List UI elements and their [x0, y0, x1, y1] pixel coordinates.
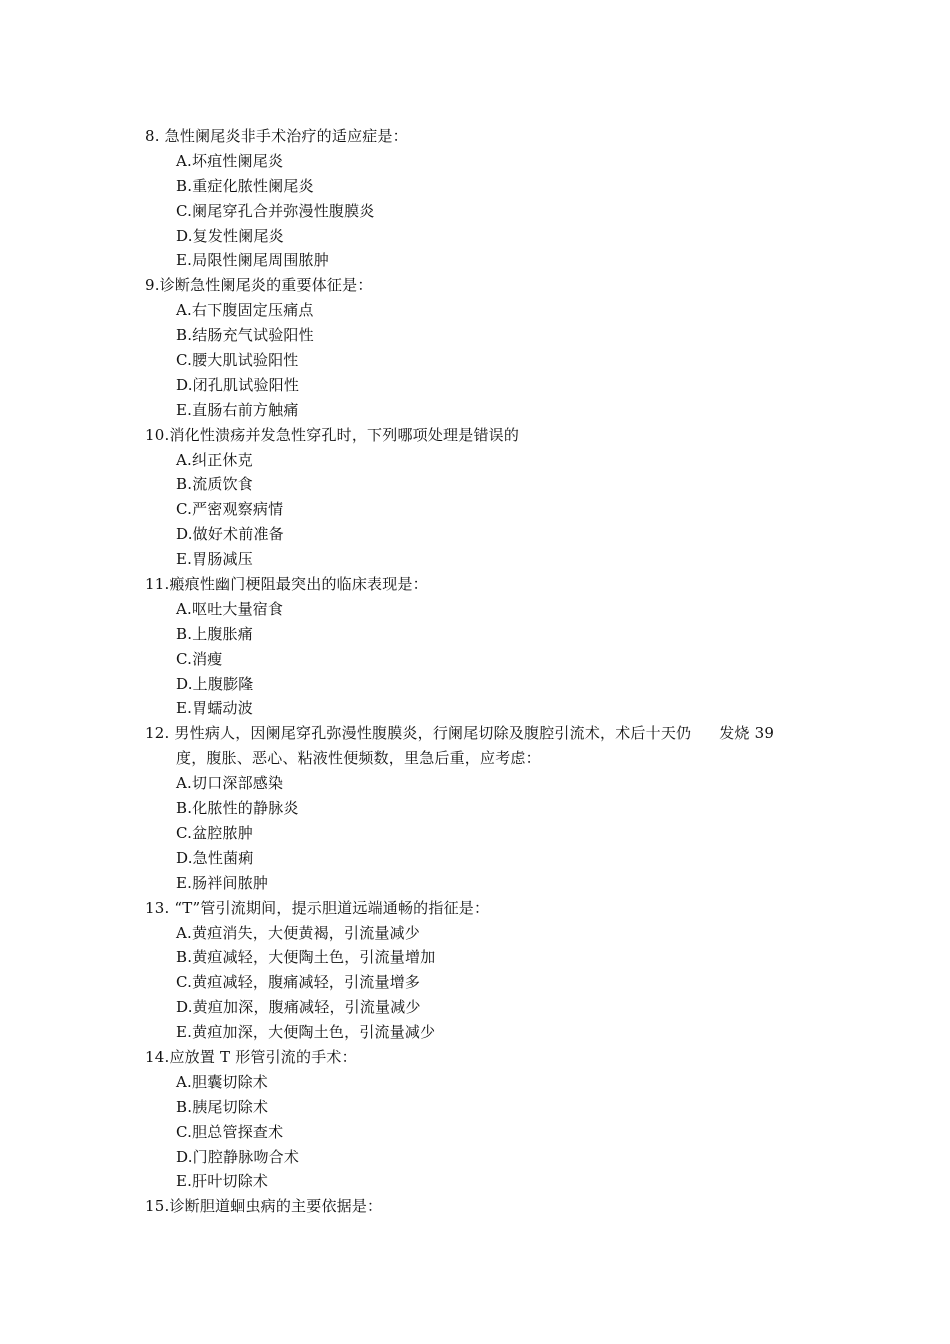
answer-option: D.黄疸加深，腹痛减轻，引流量减少: [176, 998, 421, 1017]
answer-option: D.急性菌痢: [176, 848, 254, 867]
answer-option: A.纠正休克: [176, 450, 253, 469]
answer-option: B.流质饮食: [176, 475, 253, 494]
answer-option: A.胆囊切除术: [176, 1072, 269, 1091]
answer-option: C.阑尾穿孔合并弥漫性腹膜炎: [176, 201, 375, 220]
answer-option: B.结肠充气试验阳性: [176, 326, 314, 345]
question-stem-line: [145, 721, 825, 746]
answer-option: E.胃肠减压: [176, 550, 253, 569]
question-stem: 9.诊断急性阑尾炎的重要体征是：: [145, 276, 373, 295]
answer-option: E.黄疸加深，大便陶土色，引流量减少: [176, 1023, 436, 1042]
answer-option: D.闭孔肌试验阳性: [176, 375, 300, 394]
answer-option: C.消瘦: [176, 649, 223, 668]
answer-option: B.化脓性的静脉炎: [176, 799, 299, 818]
answer-option: A.坏疽性阑尾炎: [176, 151, 284, 170]
answer-option: A.切口深部感染: [176, 774, 284, 793]
answer-option: B.上腹胀痛: [176, 624, 253, 643]
answer-option: D.上腹膨隆: [176, 674, 254, 693]
answer-option: A.黄疸消失，大便黄褐，引流量减少: [176, 923, 421, 942]
answer-option: A.呕吐大量宿食: [176, 599, 284, 618]
answer-option: E.肝叶切除术: [176, 1172, 269, 1191]
answer-option: C.盆腔脓肿: [176, 823, 253, 842]
answer-option: C.胆总管探查术: [176, 1122, 284, 1141]
question-stem: 15.诊断胆道蛔虫病的主要依据是：: [145, 1197, 383, 1216]
answer-option: E.肠袢间脓肿: [176, 873, 269, 892]
answer-option: D.门腔静脉吻合术: [176, 1147, 300, 1166]
answer-option: E.直肠右前方触痛: [176, 400, 299, 419]
answer-option: C.严密观察病情: [176, 500, 284, 519]
answer-option: C.腰大肌试验阳性: [176, 351, 299, 370]
answer-option: D.做好术前准备: [176, 525, 284, 544]
question-stem-continuation: 度，腹胀、恶心、粘液性便频数，里急后重，应考虑：: [176, 749, 541, 768]
question-list: [145, 124, 825, 1219]
answer-option: D.复发性阑尾炎: [176, 226, 284, 245]
answer-option: B.黄疸减轻，大便陶土色，引流量增加: [176, 948, 436, 967]
answer-option: C.黄疸减轻，腹痛减轻，引流量增多: [176, 973, 421, 992]
answer-option: B.胰尾切除术: [176, 1097, 269, 1116]
question-stem: 10.消化性溃疡并发急性穿孔时，下列哪项处理是错误的: [145, 425, 520, 444]
question-stem: 14.应放置 T 形管引流的手术：: [145, 1047, 357, 1066]
answer-option: E.胃蠕动波: [176, 699, 253, 718]
question-stem-part: 发烧 39: [719, 724, 775, 743]
answer-option: A.右下腹固定压痛点: [176, 301, 314, 320]
question-stem: 11.瘢痕性幽门梗阻最突出的临床表现是：: [145, 575, 428, 594]
question-stem-part: 12. 男性病人，因阑尾穿孔弥漫性腹膜炎，行阑尾切除及腹腔引流术，术后十天仍: [145, 724, 692, 743]
answer-option: B.重症化脓性阑尾炎: [176, 176, 314, 195]
question-stem: 8. 急性阑尾炎非手术治疗的适应症是：: [145, 127, 408, 145]
question-stem: 13. “T”管引流期间，提示胆道远端通畅的指征是：: [145, 898, 490, 917]
answer-option: E.局限性阑尾周围脓肿: [176, 251, 329, 270]
